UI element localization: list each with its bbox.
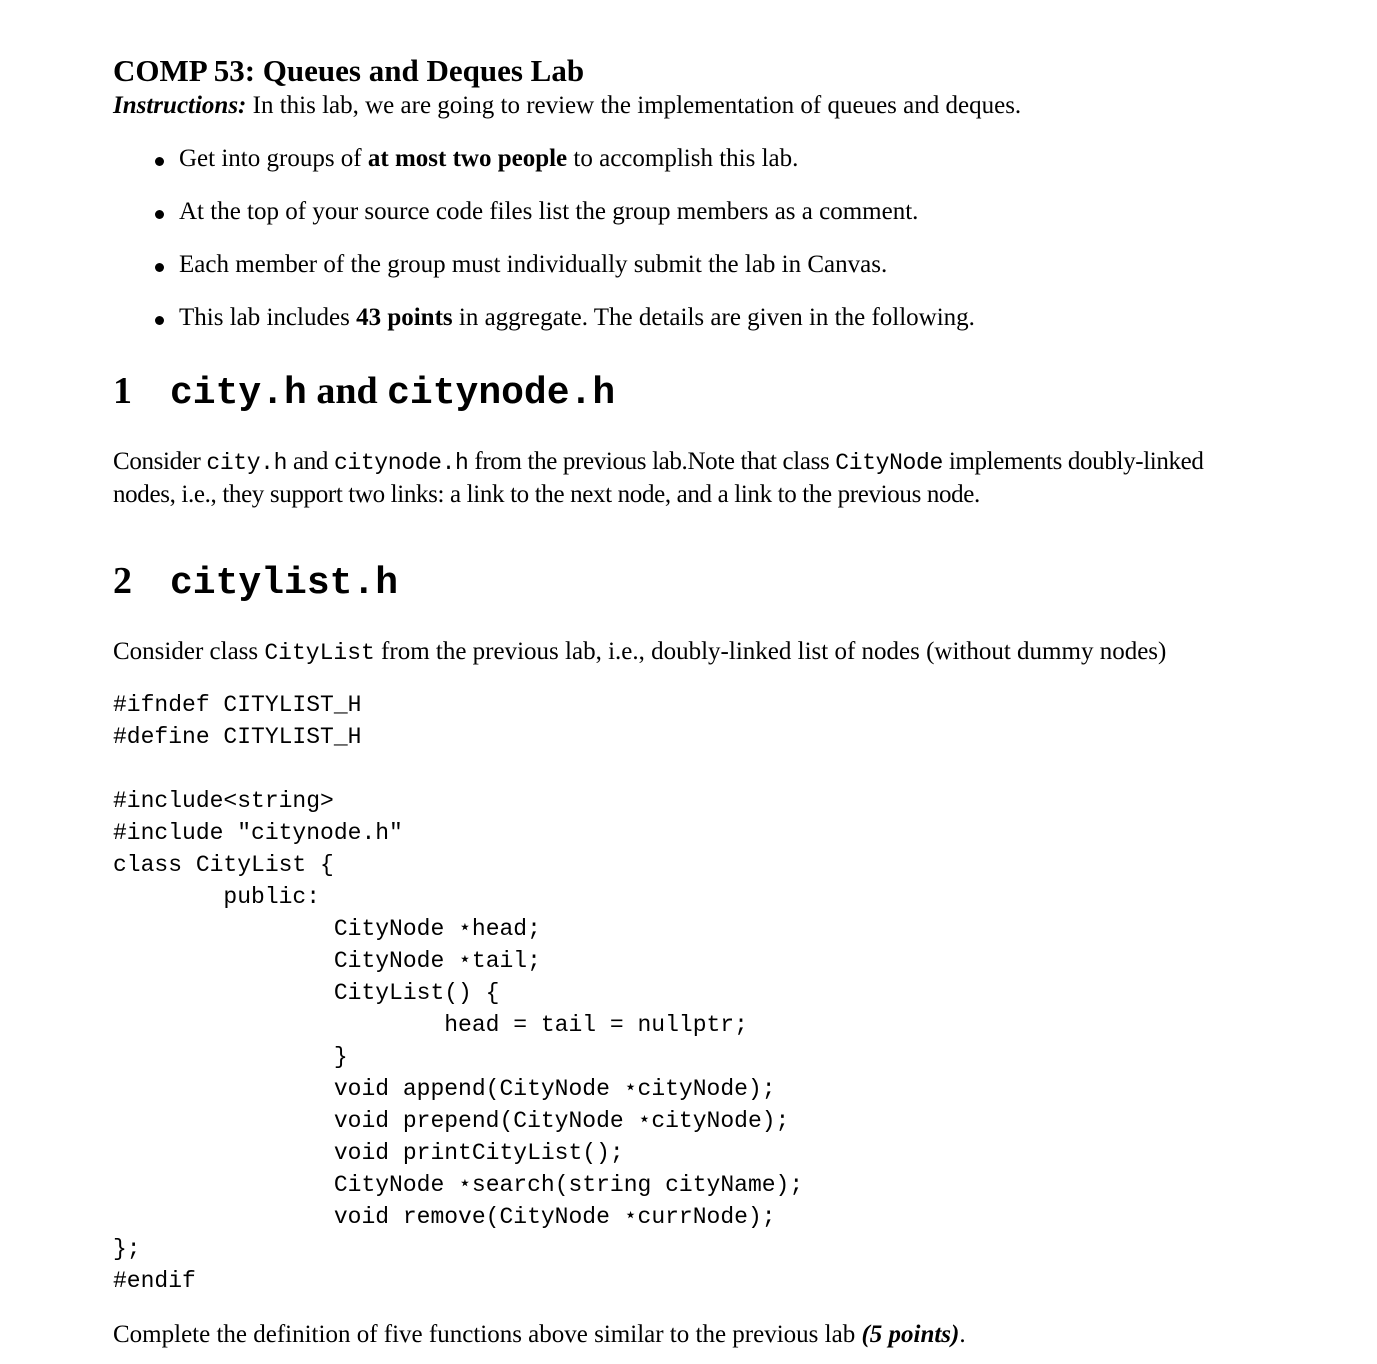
section-code-citynode-h: citynode.h <box>387 372 616 415</box>
instructions-paragraph <box>113 90 1263 122</box>
section2-paragraph: Consider class CityList from the previous lab, i.e., doubly-linked list of nodes (without dummy nodes) <box>113 638 1167 666</box>
section-heading-1: 1 city.h and citynode.h <box>113 367 1263 418</box>
bullet-icon <box>155 263 164 272</box>
bullet-icon <box>155 316 164 325</box>
list-item: At the top of your source code files list the group members as a comment. <box>113 196 1263 228</box>
instructions-lead: Instructions: <box>113 92 247 119</box>
bullet-icon <box>155 210 164 219</box>
requirements-list <box>113 143 1263 334</box>
document-page <box>113 52 1263 1351</box>
section-code-citylist-h: citylist.h <box>170 562 399 605</box>
instructions-text: In this lab, we are going to review the implementation of queues and deques. <box>246 92 1022 119</box>
section-heading-2 <box>113 557 1263 608</box>
list-item: Get into groups of at most two people to accomplish this lab. <box>113 143 1263 175</box>
list-item: Each member of the group must individually submit the lab in Canvas. <box>113 249 1263 281</box>
section-number: 1 <box>113 370 132 412</box>
section-code-city-h: city.h <box>170 372 307 415</box>
points-label: (5 points) <box>861 1321 960 1348</box>
section1-paragraph: Consider city.h and citynode.h from the previous lab.Note that class CityNode implements doubly-linked nodes, i.e., they support two links: a link to the next node, and a link to the previous node. <box>113 448 1204 508</box>
bullet-icon <box>155 157 164 166</box>
section-number: 2 <box>113 560 132 602</box>
page-title: COMP 53: Queues and Deques Lab <box>113 53 585 88</box>
list-item: This lab includes 43 points in aggregate. The details are given in the following. <box>113 302 1263 334</box>
closing-paragraph: Complete the definition of five functions above similar to the previous lab (5 points). <box>113 1321 966 1348</box>
code-listing: #ifndef CITYLIST_H #define CITYLIST_H #include<string> #include "citynode.h" class CityList { public: CityNode ⋆head; CityNode ⋆tail; CityList() { head = tail = nullptr; } void append(CityNode ⋆cityNode); void prepend(CityNode ⋆cityNode); void printCityList(); CityNode ⋆search(string cityName); void remove(CityNode ⋆currNode); }; #endif <box>113 692 804 1294</box>
